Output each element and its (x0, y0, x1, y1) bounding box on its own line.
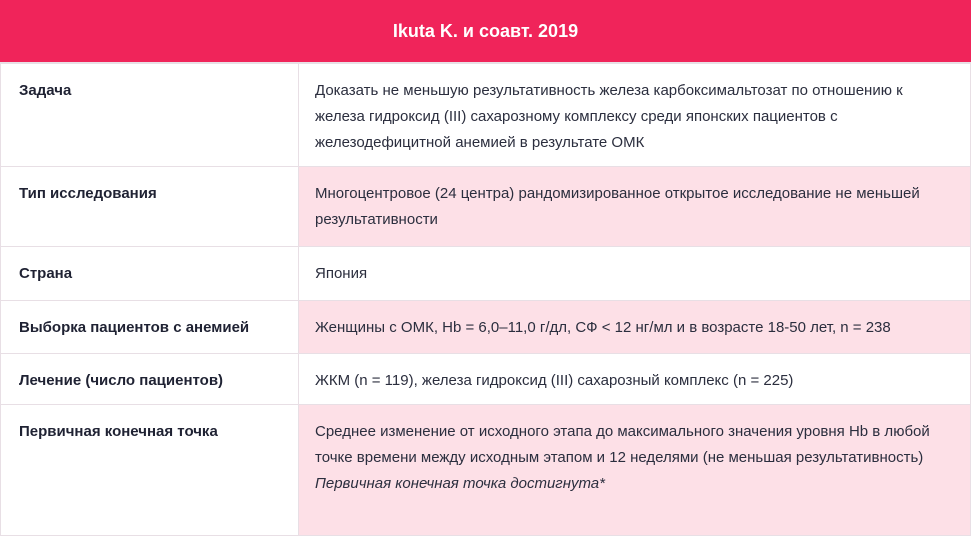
row-value: Доказать не меньшую результативность железа карбоксимальтозат по отношению к железа гидроксид (III) сахарозному комплексу среди японских пациентов с железодефицитной анемией в результате ОМК (299, 64, 971, 167)
table-row-study-type (1, 167, 971, 247)
table-row-treatment (1, 354, 971, 405)
study-table (0, 63, 971, 536)
row-value: Япония (299, 247, 971, 301)
row-label: Выборка пациентов с анемией (1, 301, 299, 354)
row-label: Задача (1, 64, 299, 167)
row-value: Женщины с ОМК, Hb = 6,0–11,0 г/дл, СФ < 12 нг/мл и в возрасте 18-50 лет, n = 238 (299, 301, 971, 354)
row-label: Тип исследования (1, 167, 299, 247)
row-label: Страна (1, 247, 299, 301)
row-value: ЖКМ (n = 119), железа гидроксид (III) сахарозный комплекс (n = 225) (299, 354, 971, 405)
row-label: Лечение (число пациентов) (1, 354, 299, 405)
table-row-sample (1, 301, 971, 354)
endpoint-note: Первичная конечная точка достигнута* (315, 475, 605, 492)
table-row-country (1, 247, 971, 301)
card-header (0, 0, 971, 63)
card-title: Ikuta K. и соавт. 2019 (392, 20, 579, 41)
row-label: Первичная конечная точка (1, 405, 299, 536)
row-value: Многоцентровое (24 центра) рандомизированное открытое исследование не меньшей результативности (299, 167, 971, 247)
row-value (299, 405, 971, 536)
table-row-primary-endpoint (1, 405, 971, 536)
table-row-task (1, 64, 971, 167)
endpoint-description: Среднее изменение от исходного этапа до максимального значения уровня Hb в любой точке времени между исходным этапом и 12 неделями (не меньшая результативность) (315, 423, 930, 466)
